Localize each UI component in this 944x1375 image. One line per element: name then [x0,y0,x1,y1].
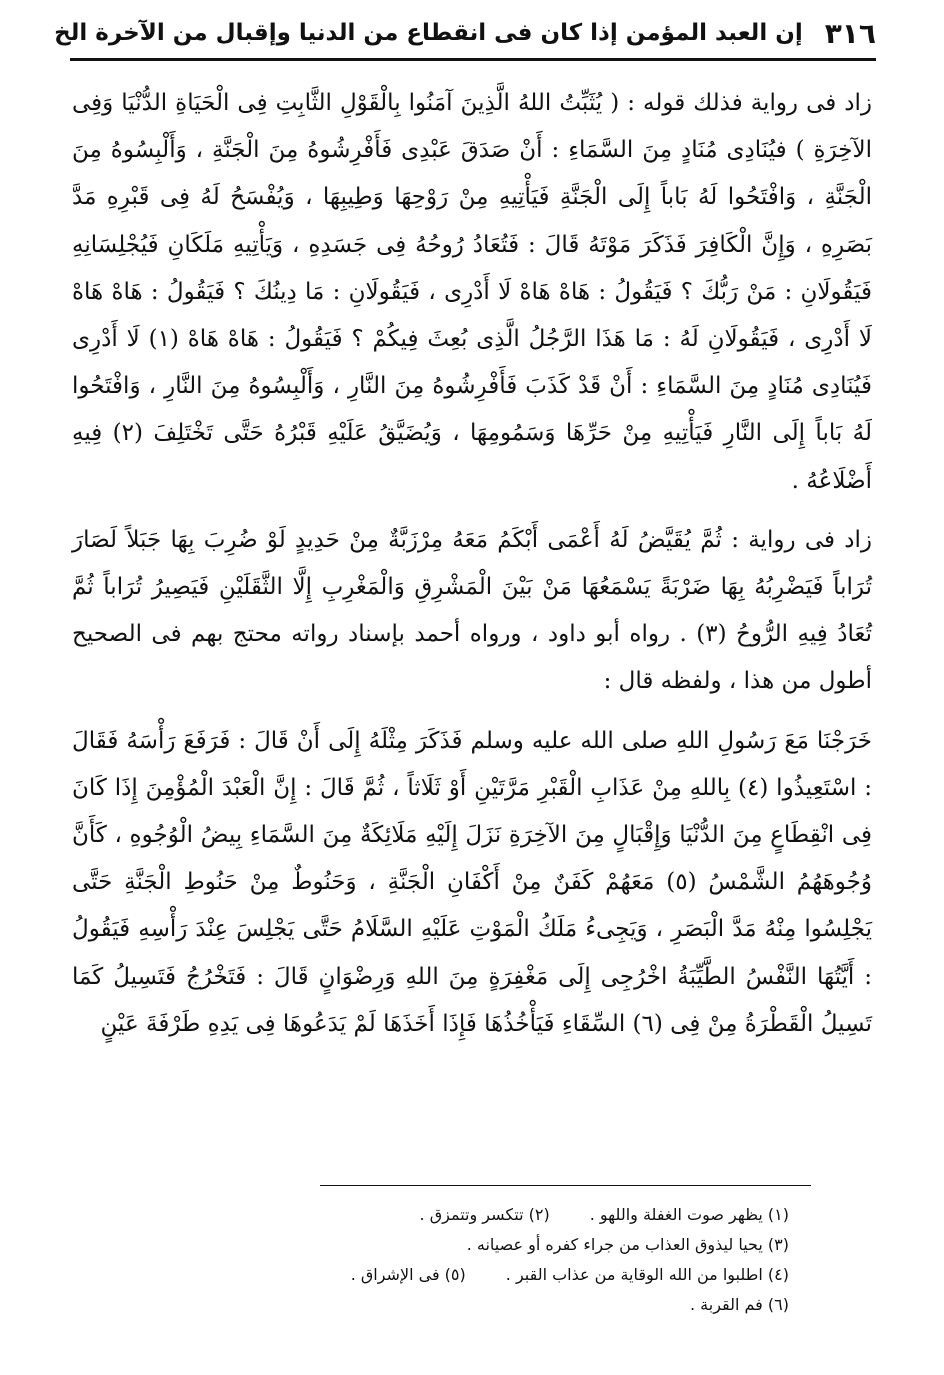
running-title: إن العبد المؤمن إذا كان فى انقطاع من الدنيا وإقبال من الآخرة الخ [54,20,803,46]
footnote-6: (٦) فم القربة . [690,1295,789,1314]
page-header [54,8,876,61]
footnotes [260,1200,789,1320]
footnote-line-1 [260,1200,789,1230]
paragraph-3: خَرَجْنَا مَعَ رَسُولِ اللهِ صلى الله عليه وسلم فَذَكَرَ مِثْلَهُ إِلَى أَنْ قَالَ : فَرَفَعَ رَأْسَهُ فَقَالَ : اسْتَعِيذُوا (٤) بِاللهِ مِنْ عَذَابِ الْقَبْرِ مَرَّتَيْنِ أَوْ ثَلَاثاً ، ثُمَّ قَالَ : إِنَّ الْعَبْدَ الْمُؤْمِنَ إِذَا كَانَ فِى انْقِطَاعٍ مِنَ الدُّنْيَا وَإِقْبَالٍ مِنَ الآخِرَةِ نَزَلَ إِلَيْهِ مَلَائِكَةٌ مِنَ السَّمَاءِ بِيضُ الْوُجُوهِ ، كَأَنَّ وُجُوهَهُمُ الشَّمْسُ (٥) مَعَهُمْ كَفَنٌ مِنْ أَكْفَانِ الْجَنَّةِ ، وَحَنُوطٌ مِنْ حَنُوطِ الْجَنَّةِ حَتَّى يَجْلِسُوا مِنْهُ مَدَّ الْبَصَرِ ، وَيَجِىءُ مَلَكُ الْمَوْتِ عَلَيْهِ السَّلَامُ حَتَّى يَجْلِسَ عِنْدَ رَأْسِهِ فَيَقُولُ : أَيَّتُهَا النَّفْسُ الطَّيِّبَةُ اخْرُجِى إِلَى مَغْفِرَةٍ مِنَ اللهِ وَرِضْوَانٍ قَالَ : فَتَخْرُجُ فَتَسِيلُ كَمَا تَسِيلُ الْقَطْرَةُ مِنْ فِى (٦) السِّقَاءِ فَيَأْخُذُهَا فَإِذَا أَخَذَهَا لَمْ يَدَعُوهَا فِى يَدِهِ طَرْفَةَ عَيْنٍ [72,727,873,1037]
footnote-1: (١) يظهر صوت الغفلة واللهو . [589,1205,789,1224]
footnote-2: (٢) تتكسر وتتمزق . [419,1205,550,1224]
paragraph-2: زاد فى رواية : ثُمَّ يُقَيَّضُ لَهُ أَعْمَى أَبْكَمُ مَعَهُ مِرْزَبَّةٌ مِنْ حَدِيدٍ لَوْ ضُرِبَ بِهَا جَبَلاً لَصَارَ تُرَاباً فَيَضْرِبُهُ بِهَا ضَرْبَةً يَسْمَعُهَا مَنْ بَيْنَ الْمَشْرِقِ وَالْمَغْرِبِ إِلَّا الثَّقَلَيْنِ فَيَصِيرُ تُرَاباً ثُمَّ تُعَادُ فِيهِ الرُّوحُ (٣) . رواه أبو داود ، ورواه أحمد بإسناد رواته محتج بهم فى الصحيح أطول من هذا ، ولفظه قال : [72,526,872,695]
paragraph-1: زاد فى رواية فذلك قوله : ( يُثَبِّتُ اللهُ الَّذِينَ آمَنُوا بِالْقَوْلِ الثَّابِتِ فِى الْحَيَاةِ الدُّنْيَا وَفِى الآخِرَةِ ) فيُنَادِى مُنَادٍ مِنَ السَّمَاءِ : أَنْ صَدَقَ عَبْدِى فَأَفْرِشُوهُ مِنَ الْجَنَّةِ ، وَأَلْبِسُوهُ مِنَ الْجَنَّةِ ، وَافْتَحُوا لَهُ بَاباً إِلَى الْجَنَّةِ فَيَأْتِيهِ مِنْ رَوْحِهَا وَطِيبِهَا ، وَيُفْسَحُ لَهُ فِى قَبْرِهِ مَدَّ بَصَرِهِ ، وَإِنَّ الْكَافِرَ فَذَكَرَ مَوْتَهُ قَالَ : فَتُعَادُ رُوحُهُ فِى جَسَدِهِ ، وَيَأْتِيهِ مَلَكَانِ فَيُجْلِسَانِهِ فَيَقُولَانِ : مَنْ رَبُّكَ ؟ فَيَقُولُ : هَاهْ هَاهْ لَا أَدْرِى ، فَيَقُولَانِ : مَا دِينُكَ ؟ فَيَقُولُ : هَاهْ هَاهْ لَا أَدْرِى ، فَيَقُولَانِ لَهُ : مَا هَذَا الرَّجُلُ الَّذِى بُعِثَ فِيكُمْ ؟ فَيَقُولُ : هَاهْ هَاهْ (١) لَا أَدْرِى فَيُنَادِى مُنَادٍ مِنَ السَّمَاءِ : أَنْ قَدْ كَذَبَ فَأَفْرِشُوهُ مِنَ النَّارِ ، وَأَلْبِسُوهُ مِنَ النَّارِ ، وَافْتَحُوا لَهُ بَاباً إِلَى النَّارِ فَيَأْتِيهِ مِنْ حَرِّهَا وَسَمُومِهَا ، وَيُضَيَّقُ عَلَيْهِ قَبْرُهُ حَتَّى تَخْتَلِفَ (٢) فِيهِ أَضْلَاعُهُ . [72,90,873,494]
footnote-line-3 [260,1260,789,1290]
main-text [72,80,872,1048]
page-number: ٣١٦ [824,16,876,50]
footnote-5: (٥) فى الإشراق . [350,1265,466,1284]
footnote-4: (٤) اطلبوا من الله الوقاية من عذاب القبر . [505,1265,789,1284]
footnote-3: (٣) يحيا ليذوق العذاب من جراء كفره أو عصيانه . [466,1235,789,1254]
footnote-divider [320,1185,811,1186]
footnote-line-4 [260,1290,789,1320]
footnote-line-2 [260,1230,789,1260]
